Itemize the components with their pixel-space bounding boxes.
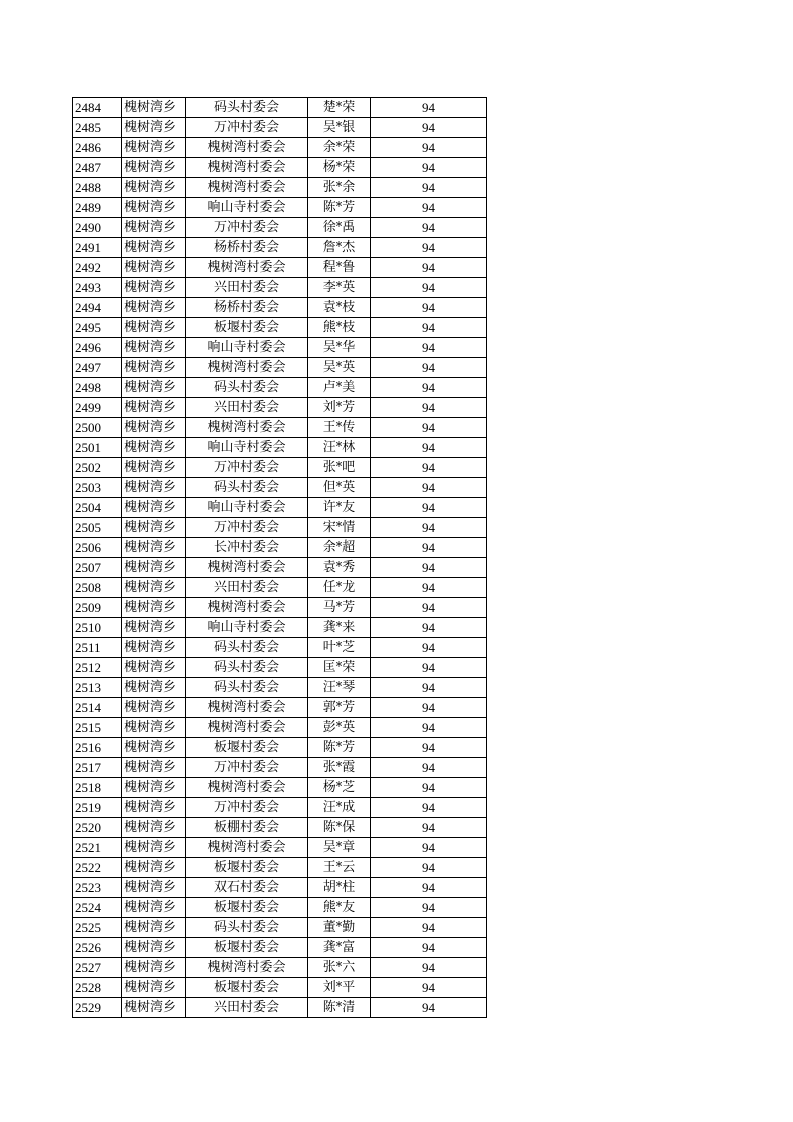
cell-village-committee: 兴田村委会 <box>186 278 308 298</box>
cell-person-name: 杨*芝 <box>308 778 371 798</box>
cell-village-committee: 槐树湾村委会 <box>186 418 308 438</box>
cell-person-name: 张*余 <box>308 178 371 198</box>
cell-person-name: 徐*禹 <box>308 218 371 238</box>
cell-village-committee: 响山寺村委会 <box>186 338 308 358</box>
table-row <box>73 818 487 838</box>
cell-township: 槐树湾乡 <box>122 398 186 418</box>
cell-village-committee: 板堰村委会 <box>186 738 308 758</box>
cell-village-committee: 槐树湾村委会 <box>186 598 308 618</box>
cell-score: 94 <box>371 978 487 998</box>
cell-score: 94 <box>371 178 487 198</box>
cell-township: 槐树湾乡 <box>122 218 186 238</box>
table-row <box>73 278 487 298</box>
table-row <box>73 318 487 338</box>
cell-person-name: 熊*友 <box>308 898 371 918</box>
table-row <box>73 458 487 478</box>
cell-township: 槐树湾乡 <box>122 818 186 838</box>
cell-serial-number: 2508 <box>73 578 122 598</box>
cell-person-name: 马*芳 <box>308 598 371 618</box>
table-row <box>73 878 487 898</box>
cell-score: 94 <box>371 398 487 418</box>
table-row <box>73 638 487 658</box>
cell-score: 94 <box>371 718 487 738</box>
cell-township: 槐树湾乡 <box>122 738 186 758</box>
cell-village-committee: 码头村委会 <box>186 678 308 698</box>
cell-person-name: 詹*杰 <box>308 238 371 258</box>
cell-serial-number: 2523 <box>73 878 122 898</box>
table-row <box>73 498 487 518</box>
cell-village-committee: 响山寺村委会 <box>186 438 308 458</box>
cell-township: 槐树湾乡 <box>122 878 186 898</box>
cell-serial-number: 2490 <box>73 218 122 238</box>
cell-score: 94 <box>371 518 487 538</box>
cell-village-committee: 槐树湾村委会 <box>186 358 308 378</box>
table-row <box>73 958 487 978</box>
cell-serial-number: 2526 <box>73 938 122 958</box>
cell-serial-number: 2485 <box>73 118 122 138</box>
cell-person-name: 吴*英 <box>308 358 371 378</box>
cell-serial-number: 2499 <box>73 398 122 418</box>
cell-village-committee: 槐树湾村委会 <box>186 178 308 198</box>
cell-village-committee: 杨桥村委会 <box>186 298 308 318</box>
cell-township: 槐树湾乡 <box>122 598 186 618</box>
table-row <box>73 258 487 278</box>
cell-township: 槐树湾乡 <box>122 958 186 978</box>
cell-township: 槐树湾乡 <box>122 858 186 878</box>
cell-township: 槐树湾乡 <box>122 898 186 918</box>
cell-serial-number: 2525 <box>73 918 122 938</box>
cell-score: 94 <box>371 118 487 138</box>
cell-serial-number: 2498 <box>73 378 122 398</box>
table-row <box>73 578 487 598</box>
cell-village-committee: 万冲村委会 <box>186 798 308 818</box>
cell-village-committee: 板堰村委会 <box>186 978 308 998</box>
cell-township: 槐树湾乡 <box>122 998 186 1018</box>
cell-serial-number: 2497 <box>73 358 122 378</box>
cell-score: 94 <box>371 858 487 878</box>
cell-person-name: 胡*柱 <box>308 878 371 898</box>
cell-score: 94 <box>371 678 487 698</box>
table-row <box>73 218 487 238</box>
table-row <box>73 158 487 178</box>
table-row <box>73 558 487 578</box>
cell-village-committee: 万冲村委会 <box>186 218 308 238</box>
cell-person-name: 龚*来 <box>308 618 371 638</box>
cell-person-name: 汪*成 <box>308 798 371 818</box>
cell-township: 槐树湾乡 <box>122 98 186 118</box>
cell-village-committee: 槐树湾村委会 <box>186 698 308 718</box>
cell-score: 94 <box>371 838 487 858</box>
cell-village-committee: 响山寺村委会 <box>186 198 308 218</box>
cell-township: 槐树湾乡 <box>122 718 186 738</box>
cell-score: 94 <box>371 758 487 778</box>
cell-village-committee: 杨桥村委会 <box>186 238 308 258</box>
cell-village-committee: 码头村委会 <box>186 658 308 678</box>
cell-person-name: 陈*保 <box>308 818 371 838</box>
cell-person-name: 彭*英 <box>308 718 371 738</box>
cell-village-committee: 万冲村委会 <box>186 118 308 138</box>
cell-person-name: 张*六 <box>308 958 371 978</box>
cell-township: 槐树湾乡 <box>122 318 186 338</box>
table-row <box>73 998 487 1018</box>
cell-township: 槐树湾乡 <box>122 698 186 718</box>
cell-township: 槐树湾乡 <box>122 798 186 818</box>
cell-village-committee: 码头村委会 <box>186 918 308 938</box>
cell-village-committee: 槐树湾村委会 <box>186 558 308 578</box>
cell-township: 槐树湾乡 <box>122 978 186 998</box>
cell-person-name: 熊*枝 <box>308 318 371 338</box>
cell-serial-number: 2514 <box>73 698 122 718</box>
table-row <box>73 678 487 698</box>
table-row <box>73 798 487 818</box>
cell-person-name: 匡*荣 <box>308 658 371 678</box>
cell-village-committee: 码头村委会 <box>186 478 308 498</box>
cell-person-name: 吴*银 <box>308 118 371 138</box>
cell-village-committee: 槐树湾村委会 <box>186 958 308 978</box>
cell-township: 槐树湾乡 <box>122 758 186 778</box>
table-row <box>73 538 487 558</box>
cell-serial-number: 2524 <box>73 898 122 918</box>
table-row <box>73 978 487 998</box>
cell-score: 94 <box>371 658 487 678</box>
cell-score: 94 <box>371 638 487 658</box>
cell-township: 槐树湾乡 <box>122 258 186 278</box>
cell-person-name: 但*英 <box>308 478 371 498</box>
cell-village-committee: 槐树湾村委会 <box>186 838 308 858</box>
cell-township: 槐树湾乡 <box>122 678 186 698</box>
cell-serial-number: 2503 <box>73 478 122 498</box>
cell-serial-number: 2492 <box>73 258 122 278</box>
table-row <box>73 838 487 858</box>
table-row <box>73 298 487 318</box>
cell-person-name: 陈*芳 <box>308 198 371 218</box>
cell-person-name: 宋*情 <box>308 518 371 538</box>
cell-person-name: 董*勤 <box>308 918 371 938</box>
cell-township: 槐树湾乡 <box>122 458 186 478</box>
cell-village-committee: 万冲村委会 <box>186 458 308 478</box>
table-row <box>73 778 487 798</box>
cell-person-name: 李*英 <box>308 278 371 298</box>
cell-village-committee: 槐树湾村委会 <box>186 158 308 178</box>
cell-score: 94 <box>371 278 487 298</box>
cell-serial-number: 2488 <box>73 178 122 198</box>
table-row <box>73 98 487 118</box>
cell-score: 94 <box>371 158 487 178</box>
cell-village-committee: 码头村委会 <box>186 638 308 658</box>
cell-village-committee: 板棚村委会 <box>186 818 308 838</box>
cell-serial-number: 2493 <box>73 278 122 298</box>
cell-serial-number: 2504 <box>73 498 122 518</box>
table-row <box>73 378 487 398</box>
cell-village-committee: 兴田村委会 <box>186 398 308 418</box>
cell-person-name: 杨*荣 <box>308 158 371 178</box>
cell-township: 槐树湾乡 <box>122 178 186 198</box>
cell-score: 94 <box>371 738 487 758</box>
cell-township: 槐树湾乡 <box>122 298 186 318</box>
cell-serial-number: 2491 <box>73 238 122 258</box>
cell-score: 94 <box>371 138 487 158</box>
cell-township: 槐树湾乡 <box>122 478 186 498</box>
table-row <box>73 358 487 378</box>
cell-village-committee: 兴田村委会 <box>186 578 308 598</box>
cell-township: 槐树湾乡 <box>122 418 186 438</box>
cell-score: 94 <box>371 998 487 1018</box>
cell-person-name: 余*超 <box>308 538 371 558</box>
cell-score: 94 <box>371 418 487 438</box>
cell-township: 槐树湾乡 <box>122 518 186 538</box>
cell-township: 槐树湾乡 <box>122 198 186 218</box>
cell-person-name: 余*荣 <box>308 138 371 158</box>
cell-person-name: 刘*平 <box>308 978 371 998</box>
cell-serial-number: 2495 <box>73 318 122 338</box>
table-row <box>73 598 487 618</box>
cell-village-committee: 长冲村委会 <box>186 538 308 558</box>
cell-person-name: 王*云 <box>308 858 371 878</box>
cell-township: 槐树湾乡 <box>122 778 186 798</box>
cell-village-committee: 万冲村委会 <box>186 518 308 538</box>
cell-person-name: 吴*章 <box>308 838 371 858</box>
table-row <box>73 198 487 218</box>
table-row <box>73 438 487 458</box>
cell-score: 94 <box>371 218 487 238</box>
cell-serial-number: 2520 <box>73 818 122 838</box>
cell-person-name: 汪*琴 <box>308 678 371 698</box>
cell-person-name: 袁*枝 <box>308 298 371 318</box>
cell-person-name: 程*鲁 <box>308 258 371 278</box>
cell-score: 94 <box>371 698 487 718</box>
cell-township: 槐树湾乡 <box>122 938 186 958</box>
cell-serial-number: 2496 <box>73 338 122 358</box>
cell-score: 94 <box>371 98 487 118</box>
cell-score: 94 <box>371 318 487 338</box>
cell-township: 槐树湾乡 <box>122 498 186 518</box>
cell-score: 94 <box>371 338 487 358</box>
table-row <box>73 718 487 738</box>
cell-serial-number: 2521 <box>73 838 122 858</box>
cell-score: 94 <box>371 878 487 898</box>
cell-score: 94 <box>371 358 487 378</box>
table-row <box>73 418 487 438</box>
cell-serial-number: 2502 <box>73 458 122 478</box>
cell-village-committee: 板堰村委会 <box>186 318 308 338</box>
roster-table <box>72 97 487 1018</box>
cell-score: 94 <box>371 918 487 938</box>
cell-township: 槐树湾乡 <box>122 278 186 298</box>
cell-serial-number: 2489 <box>73 198 122 218</box>
cell-township: 槐树湾乡 <box>122 578 186 598</box>
table-row <box>73 698 487 718</box>
cell-score: 94 <box>371 798 487 818</box>
cell-township: 槐树湾乡 <box>122 238 186 258</box>
cell-village-committee: 响山寺村委会 <box>186 618 308 638</box>
cell-score: 94 <box>371 898 487 918</box>
cell-serial-number: 2513 <box>73 678 122 698</box>
cell-score: 94 <box>371 618 487 638</box>
cell-serial-number: 2501 <box>73 438 122 458</box>
cell-village-committee: 槐树湾村委会 <box>186 138 308 158</box>
cell-township: 槐树湾乡 <box>122 658 186 678</box>
cell-village-committee: 码头村委会 <box>186 98 308 118</box>
cell-serial-number: 2509 <box>73 598 122 618</box>
cell-township: 槐树湾乡 <box>122 138 186 158</box>
cell-township: 槐树湾乡 <box>122 338 186 358</box>
cell-score: 94 <box>371 498 487 518</box>
table-row <box>73 758 487 778</box>
cell-village-committee: 槐树湾村委会 <box>186 258 308 278</box>
cell-serial-number: 2486 <box>73 138 122 158</box>
cell-serial-number: 2528 <box>73 978 122 998</box>
cell-township: 槐树湾乡 <box>122 618 186 638</box>
cell-serial-number: 2516 <box>73 738 122 758</box>
cell-township: 槐树湾乡 <box>122 838 186 858</box>
cell-person-name: 任*龙 <box>308 578 371 598</box>
cell-village-committee: 槐树湾村委会 <box>186 718 308 738</box>
cell-person-name: 龚*富 <box>308 938 371 958</box>
cell-person-name: 叶*芝 <box>308 638 371 658</box>
roster-table-body <box>73 98 487 1018</box>
cell-village-committee: 板堰村委会 <box>186 858 308 878</box>
table-row <box>73 918 487 938</box>
cell-score: 94 <box>371 578 487 598</box>
cell-person-name: 陈*清 <box>308 998 371 1018</box>
cell-township: 槐树湾乡 <box>122 378 186 398</box>
cell-score: 94 <box>371 818 487 838</box>
cell-serial-number: 2519 <box>73 798 122 818</box>
cell-village-committee: 双石村委会 <box>186 878 308 898</box>
cell-score: 94 <box>371 298 487 318</box>
cell-serial-number: 2507 <box>73 558 122 578</box>
cell-person-name: 卢*美 <box>308 378 371 398</box>
cell-serial-number: 2529 <box>73 998 122 1018</box>
cell-person-name: 汪*林 <box>308 438 371 458</box>
cell-serial-number: 2506 <box>73 538 122 558</box>
cell-township: 槐树湾乡 <box>122 358 186 378</box>
cell-score: 94 <box>371 538 487 558</box>
table-row <box>73 658 487 678</box>
table-row <box>73 338 487 358</box>
cell-serial-number: 2510 <box>73 618 122 638</box>
table-row <box>73 118 487 138</box>
cell-serial-number: 2500 <box>73 418 122 438</box>
cell-serial-number: 2517 <box>73 758 122 778</box>
cell-serial-number: 2512 <box>73 658 122 678</box>
cell-township: 槐树湾乡 <box>122 438 186 458</box>
cell-person-name: 许*友 <box>308 498 371 518</box>
cell-township: 槐树湾乡 <box>122 118 186 138</box>
cell-score: 94 <box>371 938 487 958</box>
table-row <box>73 898 487 918</box>
cell-person-name: 郭*芳 <box>308 698 371 718</box>
table-row <box>73 938 487 958</box>
table-row <box>73 138 487 158</box>
cell-score: 94 <box>371 378 487 398</box>
cell-serial-number: 2527 <box>73 958 122 978</box>
cell-village-committee: 板堰村委会 <box>186 938 308 958</box>
cell-serial-number: 2505 <box>73 518 122 538</box>
cell-township: 槐树湾乡 <box>122 918 186 938</box>
cell-score: 94 <box>371 598 487 618</box>
cell-village-committee: 兴田村委会 <box>186 998 308 1018</box>
cell-village-committee: 码头村委会 <box>186 378 308 398</box>
cell-township: 槐树湾乡 <box>122 638 186 658</box>
table-row <box>73 178 487 198</box>
cell-score: 94 <box>371 478 487 498</box>
cell-score: 94 <box>371 778 487 798</box>
cell-village-committee: 万冲村委会 <box>186 758 308 778</box>
cell-township: 槐树湾乡 <box>122 158 186 178</box>
table-row <box>73 238 487 258</box>
cell-serial-number: 2494 <box>73 298 122 318</box>
cell-person-name: 楚*荣 <box>308 98 371 118</box>
cell-person-name: 张*霞 <box>308 758 371 778</box>
cell-score: 94 <box>371 238 487 258</box>
cell-serial-number: 2522 <box>73 858 122 878</box>
cell-township: 槐树湾乡 <box>122 558 186 578</box>
cell-serial-number: 2484 <box>73 98 122 118</box>
cell-village-committee: 槐树湾村委会 <box>186 778 308 798</box>
cell-person-name: 吴*华 <box>308 338 371 358</box>
table-row <box>73 478 487 498</box>
cell-serial-number: 2487 <box>73 158 122 178</box>
cell-person-name: 王*传 <box>308 418 371 438</box>
cell-village-committee: 板堰村委会 <box>186 898 308 918</box>
table-row <box>73 738 487 758</box>
cell-person-name: 陈*芳 <box>308 738 371 758</box>
cell-score: 94 <box>371 258 487 278</box>
cell-score: 94 <box>371 958 487 978</box>
cell-person-name: 袁*秀 <box>308 558 371 578</box>
cell-village-committee: 响山寺村委会 <box>186 498 308 518</box>
table-row <box>73 518 487 538</box>
table-row <box>73 858 487 878</box>
cell-person-name: 刘*芳 <box>308 398 371 418</box>
cell-score: 94 <box>371 198 487 218</box>
cell-score: 94 <box>371 558 487 578</box>
cell-serial-number: 2515 <box>73 718 122 738</box>
table-row <box>73 618 487 638</box>
cell-township: 槐树湾乡 <box>122 538 186 558</box>
cell-score: 94 <box>371 438 487 458</box>
table-row <box>73 398 487 418</box>
cell-person-name: 张*吧 <box>308 458 371 478</box>
cell-serial-number: 2518 <box>73 778 122 798</box>
cell-score: 94 <box>371 458 487 478</box>
cell-serial-number: 2511 <box>73 638 122 658</box>
